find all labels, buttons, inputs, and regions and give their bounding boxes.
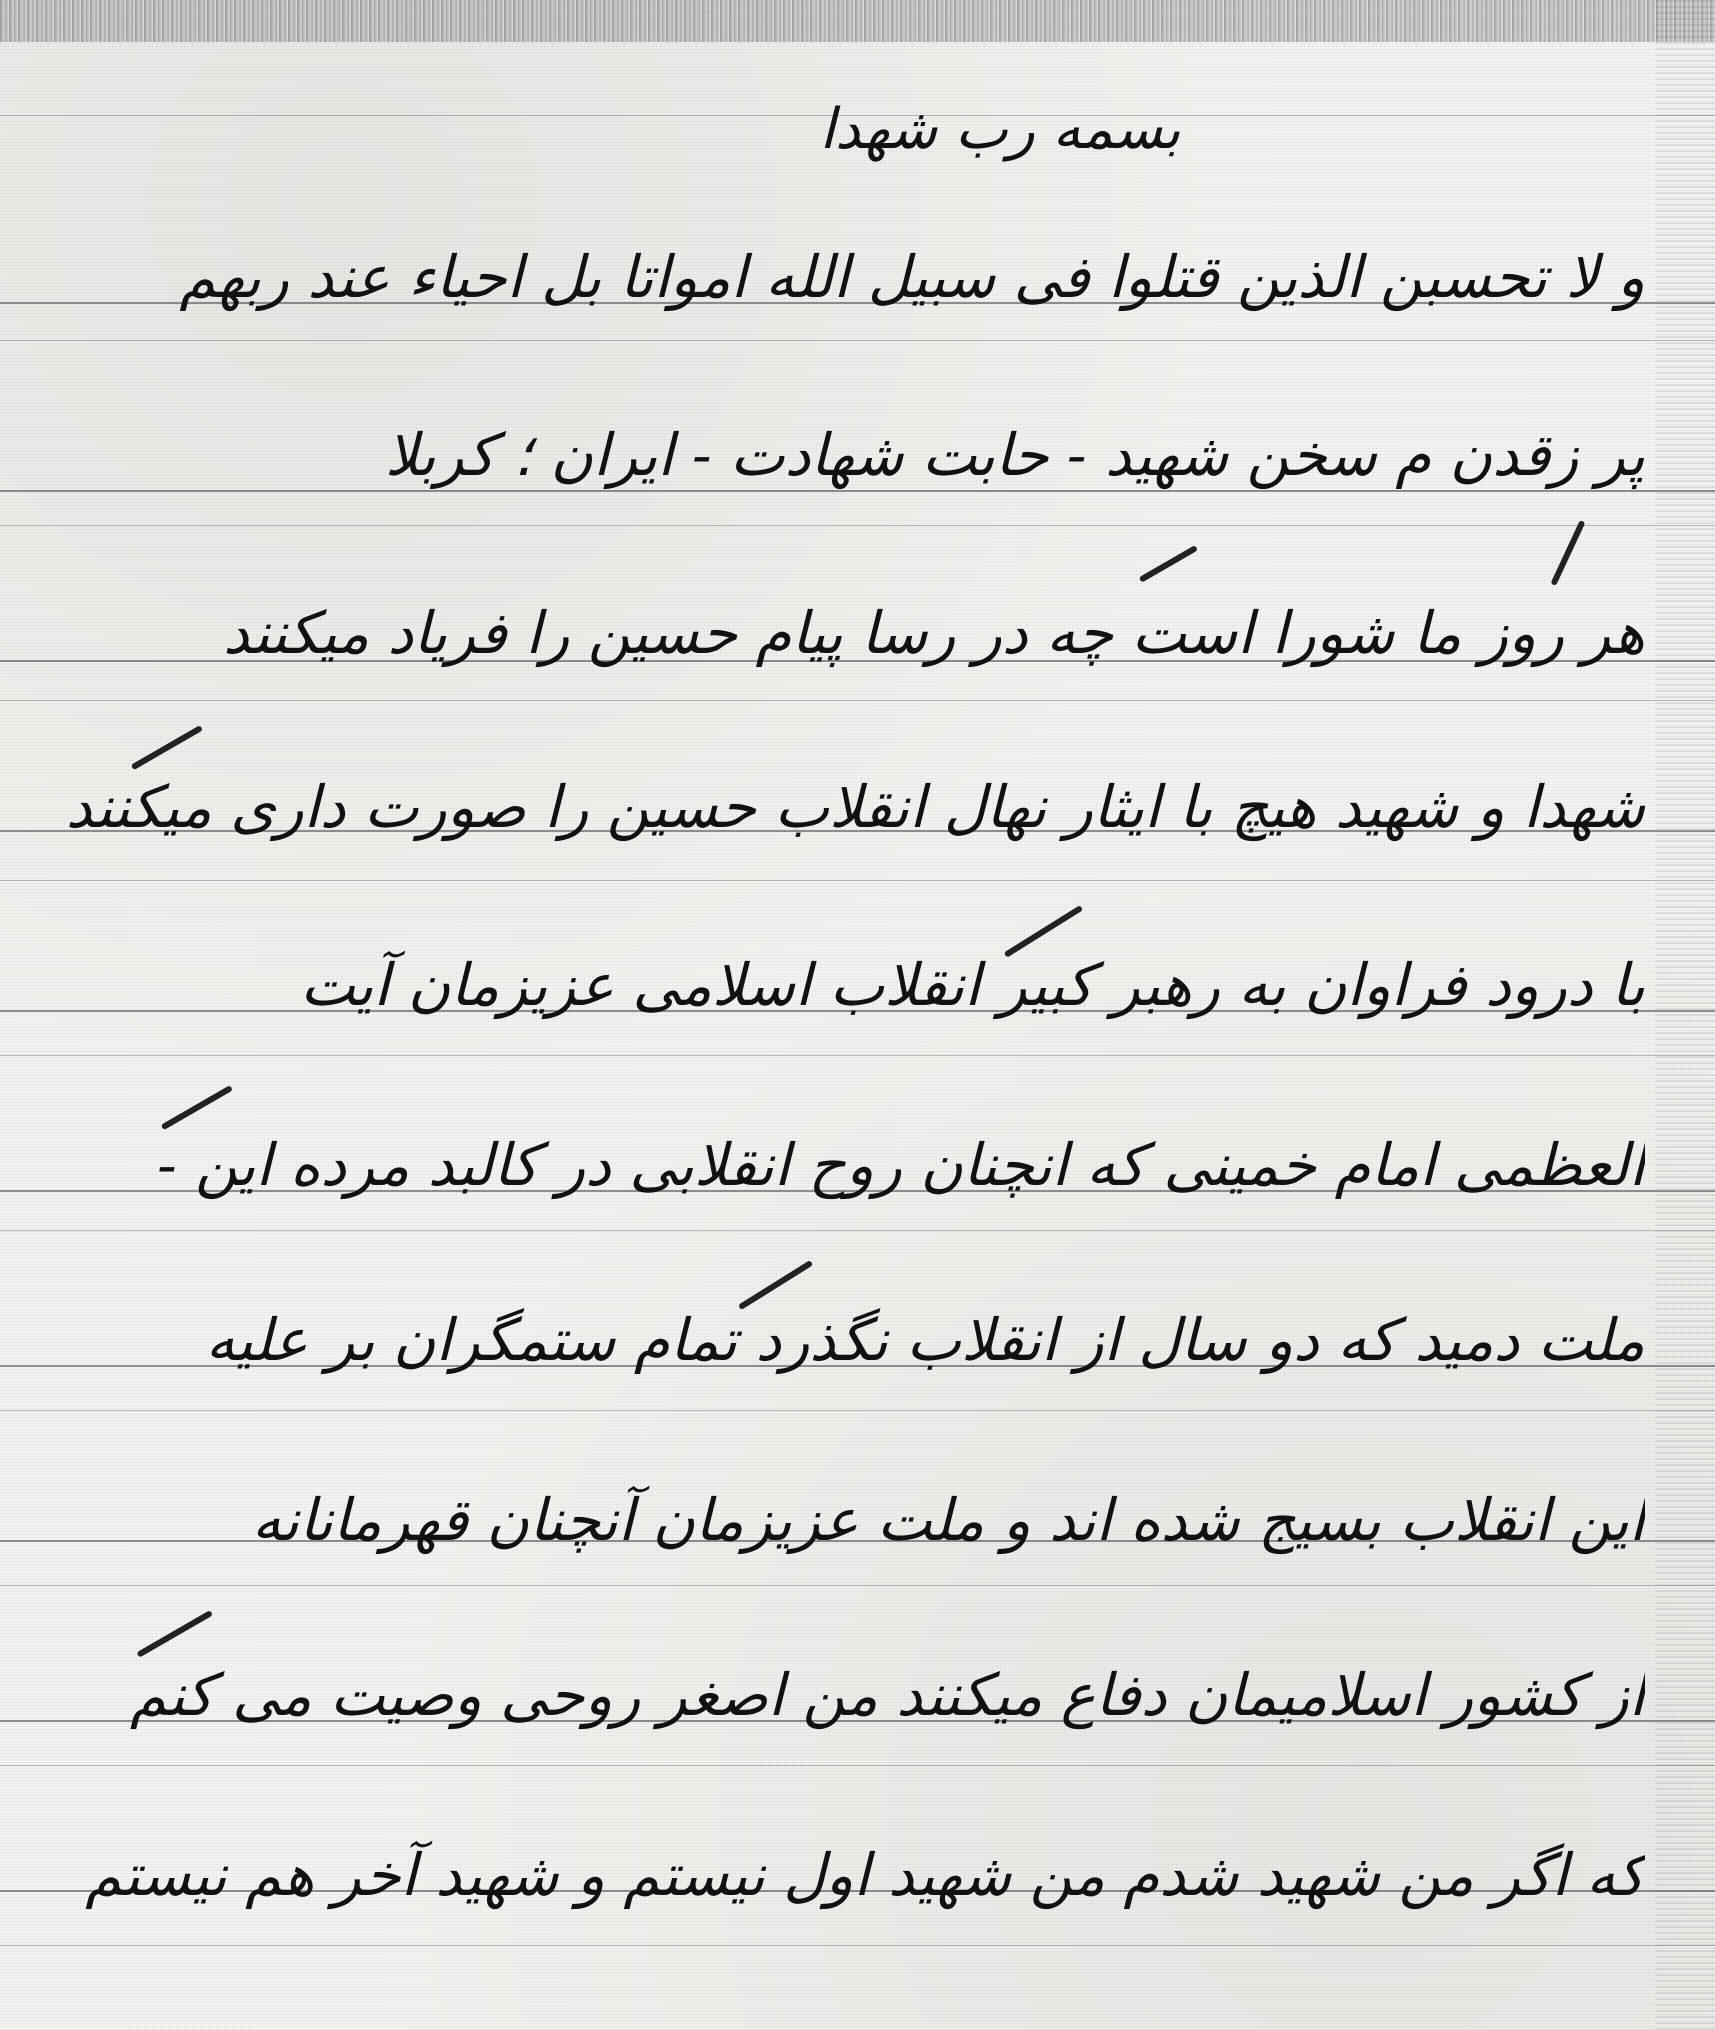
- letter-line-7: ملت دمید که دو سال از انقلاب نگذرد تمام ستمگران بر علیه: [205, 1306, 1645, 1374]
- ruled-line: [0, 880, 1715, 881]
- ruled-line: [0, 1230, 1715, 1231]
- letter-line-8: این انقلاب بسیج شده اند و ملت عزیزمان آنچنان قهرمانانه: [251, 1486, 1645, 1554]
- letter-line-10: که اگر من شهید شدم من شهید اول نیستم و شهید آخر هم نیستم: [85, 1841, 1645, 1909]
- ruled-line: [0, 700, 1715, 701]
- letter-line-5: با درود فراوان به رهبر کبیر انقلاب اسلامی عزیزمان آیت: [300, 951, 1645, 1019]
- ruled-line: [0, 1055, 1715, 1056]
- ruled-line: [0, 1410, 1715, 1411]
- ruled-line: [0, 1585, 1715, 1586]
- letter-line-4: شهدا و شهید هیچ با ایثار نهال انقلاب حسین را صورت داری میکنند: [65, 773, 1645, 841]
- scan-right-margin-noise: [1655, 0, 1715, 2030]
- letter-line-1: و لا تحسبن الذین قتلوا فی سبیل الله امواتا بل احیاء عند ربهم: [179, 243, 1645, 311]
- pen-stroke: [1550, 520, 1585, 586]
- letter-title: بسمه رب شهدا: [819, 97, 1181, 162]
- letter-line-3: هر روز ما شورا است چه در رسا پیام حسین را فریاد میکنند: [222, 599, 1645, 667]
- letter-line-6: العظمی امام خمینی که انچنان روح انقلابی در کالبد مرده این -: [157, 1131, 1645, 1199]
- letter-line-9: از کشور اسلامیمان دفاع میکنند من اصغر روحی وصیت می کنم: [130, 1661, 1645, 1729]
- ruled-line: [0, 340, 1715, 341]
- letter-line-2: پر زقدن م سخن شهید - حابت شهادت - ایران ؛ کربلا: [384, 421, 1645, 489]
- ruled-line: [0, 525, 1715, 526]
- ruled-line: [0, 1945, 1715, 1946]
- scan-top-noise: [0, 0, 1715, 42]
- ruled-line: [0, 1765, 1715, 1766]
